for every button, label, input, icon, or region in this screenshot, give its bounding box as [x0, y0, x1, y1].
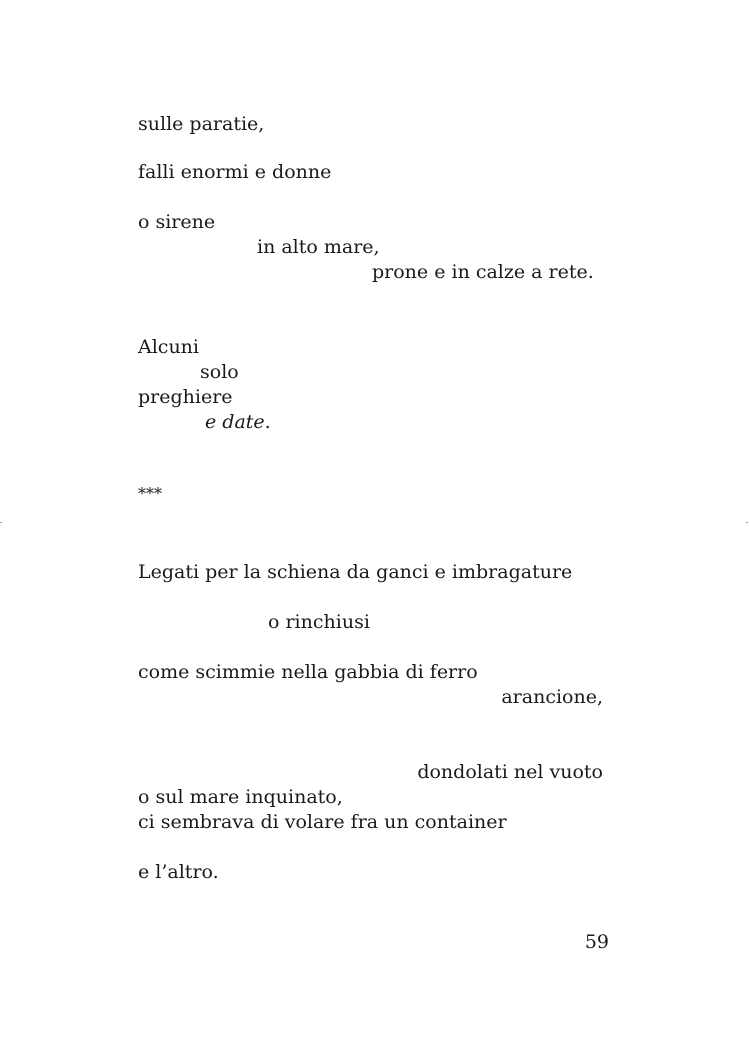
poem-line: sulle paratie, [138, 113, 265, 135]
poem-line: prone e in calze a rete. [372, 261, 594, 283]
punctuation: . [264, 411, 271, 433]
poem-line: come scimmie nella gabbia di ferro [138, 661, 478, 683]
italic-text: e date [205, 411, 265, 433]
poem-line: solo [200, 361, 239, 383]
section-separator: *** [138, 484, 162, 503]
poem-line: arancione, [501, 686, 603, 708]
poem-line: o sirene [138, 211, 216, 233]
poem-line: preghiere [138, 386, 233, 408]
poem-line: in alto mare, [257, 236, 380, 258]
page-number: 59 [584, 931, 609, 953]
crop-mark [746, 522, 748, 523]
poem-line [205, 410, 271, 434]
crop-mark [0, 522, 2, 523]
poem-line: dondolati nel vuoto [417, 761, 603, 783]
poem-line: falli enormi e donne [138, 161, 332, 183]
poem-line: e l’altro. [138, 861, 219, 883]
poem-line: ci sembrava di volare fra un container [138, 811, 507, 833]
poem-line: o sul mare inquinato, [138, 786, 343, 808]
poem-line: Legati per la schiena da ganci e imbragature [138, 561, 573, 583]
poem-line: o rinchiusi [268, 611, 370, 633]
poem-line: Alcuni [138, 336, 199, 358]
